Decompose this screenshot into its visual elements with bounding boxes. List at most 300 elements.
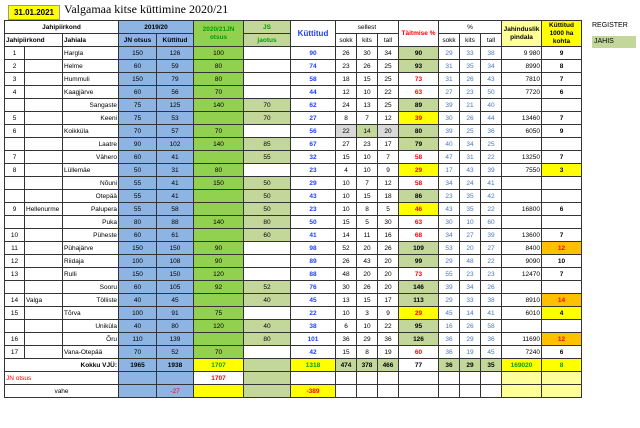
row-district[interactable] xyxy=(25,320,63,333)
vahe-empty[interactable] xyxy=(336,385,357,398)
jn-empty-1[interactable] xyxy=(119,372,157,385)
jn-empty-4[interactable] xyxy=(291,372,336,385)
row-tall[interactable]: 25 xyxy=(378,73,399,86)
row-taitmine[interactable]: 63 xyxy=(399,216,439,229)
row-number[interactable]: 10 xyxy=(5,229,25,242)
row-otsus[interactable]: 120 xyxy=(194,320,244,333)
row-taitmine[interactable]: 109 xyxy=(399,242,439,255)
row-pindala[interactable]: 8990 xyxy=(502,60,542,73)
row-kits[interactable]: 8 xyxy=(357,346,378,359)
row-kyttitud-prev[interactable]: 52 xyxy=(157,346,194,359)
row-number[interactable]: 15 xyxy=(5,307,25,320)
row-pct-kits[interactable]: 35 xyxy=(460,190,481,203)
row-otsus[interactable]: 100 xyxy=(194,47,244,60)
row-pct-sokk[interactable]: 39 xyxy=(439,125,460,138)
jn-otsus-label[interactable]: JN otsus xyxy=(5,372,119,385)
row-kits[interactable]: 7 xyxy=(357,112,378,125)
row-tall[interactable]: 5 xyxy=(378,203,399,216)
row-area[interactable]: Laatre xyxy=(63,138,119,151)
row-pct-kits[interactable]: 33 xyxy=(460,294,481,307)
row-kyttitud-prev[interactable]: 45 xyxy=(157,294,194,307)
row-kits[interactable]: 8 xyxy=(357,203,378,216)
row-kits[interactable]: 14 xyxy=(357,125,378,138)
vahe-empty-2[interactable] xyxy=(194,385,244,398)
row-area[interactable]: Sooru xyxy=(63,281,119,294)
row-sokk[interactable]: 52 xyxy=(336,242,357,255)
row-js-jaotus[interactable] xyxy=(244,346,291,359)
row-kits[interactable]: 15 xyxy=(357,294,378,307)
row-pct-sokk[interactable]: 30 xyxy=(439,216,460,229)
row-kyttitud[interactable]: 62 xyxy=(291,99,336,112)
row-otsus[interactable] xyxy=(194,333,244,346)
row-pct-sokk[interactable]: 29 xyxy=(439,294,460,307)
row-pindala[interactable] xyxy=(502,281,542,294)
row-district[interactable] xyxy=(25,125,63,138)
row-pct-kits[interactable]: 26 xyxy=(460,112,481,125)
row-kyttitud-prev[interactable]: 105 xyxy=(157,281,194,294)
row-taitmine[interactable]: 60 xyxy=(399,346,439,359)
row-kyttitud[interactable]: 38 xyxy=(291,320,336,333)
row-pct-tall[interactable]: 50 xyxy=(481,86,502,99)
row-otsus[interactable]: 70 xyxy=(194,125,244,138)
row-jn-otsus[interactable]: 40 xyxy=(119,294,157,307)
row-per-1000[interactable]: 6 xyxy=(542,86,582,99)
row-tall[interactable]: 12 xyxy=(378,177,399,190)
row-pindala[interactable]: 7810 xyxy=(502,73,542,86)
row-kyttitud[interactable]: 43 xyxy=(291,190,336,203)
row-area[interactable]: Õru xyxy=(63,333,119,346)
row-otsus[interactable]: 140 xyxy=(194,138,244,151)
row-pct-tall[interactable]: 60 xyxy=(481,216,502,229)
row-kyttitud-prev[interactable]: 91 xyxy=(157,307,194,320)
row-pct-tall[interactable]: 41 xyxy=(481,177,502,190)
row-js-jaotus[interactable] xyxy=(244,164,291,177)
row-taitmine[interactable]: 63 xyxy=(399,86,439,99)
row-js-jaotus[interactable]: 60 xyxy=(244,229,291,242)
row-per-1000[interactable]: 3 xyxy=(542,164,582,177)
row-jn-otsus[interactable]: 100 xyxy=(119,255,157,268)
vahe-empty[interactable] xyxy=(439,385,460,398)
jn-empty[interactable] xyxy=(542,372,582,385)
row-pct-sokk[interactable]: 36 xyxy=(439,346,460,359)
row-per-1000[interactable]: 9 xyxy=(542,125,582,138)
row-pct-tall[interactable]: 43 xyxy=(481,73,502,86)
row-sokk[interactable]: 13 xyxy=(336,294,357,307)
row-pct-kits[interactable]: 24 xyxy=(460,177,481,190)
vahe-empty-1[interactable] xyxy=(119,385,157,398)
row-tall[interactable]: 17 xyxy=(378,138,399,151)
row-taitmine[interactable]: 89 xyxy=(399,99,439,112)
row-pct-sokk[interactable]: 23 xyxy=(439,190,460,203)
row-per-1000[interactable]: 9 xyxy=(542,47,582,60)
row-kyttitud[interactable]: 89 xyxy=(291,255,336,268)
row-area[interactable]: Hummuli xyxy=(63,73,119,86)
row-kits[interactable]: 43 xyxy=(357,255,378,268)
jahis-cell[interactable]: JAHIS xyxy=(592,36,636,48)
row-kits[interactable]: 3 xyxy=(357,307,378,320)
row-pct-tall[interactable]: 23 xyxy=(481,268,502,281)
row-kyttitud[interactable]: 58 xyxy=(291,73,336,86)
row-sokk[interactable]: 48 xyxy=(336,268,357,281)
row-jn-otsus[interactable]: 90 xyxy=(119,138,157,151)
row-per-1000[interactable]: 6 xyxy=(542,203,582,216)
row-otsus[interactable]: 90 xyxy=(194,242,244,255)
row-area[interactable]: Pühajärve xyxy=(63,242,119,255)
row-js-jaotus[interactable] xyxy=(244,255,291,268)
row-tall[interactable]: 12 xyxy=(378,112,399,125)
row-kyttitud[interactable]: 27 xyxy=(291,112,336,125)
row-per-1000[interactable]: 6 xyxy=(542,346,582,359)
jn-empty-3[interactable] xyxy=(244,372,291,385)
row-otsus[interactable] xyxy=(194,151,244,164)
row-number[interactable]: 6 xyxy=(5,125,25,138)
row-pct-kits[interactable]: 19 xyxy=(460,346,481,359)
row-otsus[interactable]: 140 xyxy=(194,216,244,229)
row-kyttitud-prev[interactable]: 150 xyxy=(157,242,194,255)
row-jn-otsus[interactable]: 55 xyxy=(119,190,157,203)
row-sokk[interactable]: 36 xyxy=(336,333,357,346)
row-pct-tall[interactable]: 36 xyxy=(481,125,502,138)
row-kits[interactable]: 26 xyxy=(357,281,378,294)
jn-otsus-value[interactable]: 1707 xyxy=(194,372,244,385)
row-pct-kits[interactable]: 43 xyxy=(460,164,481,177)
row-taitmine[interactable]: 80 xyxy=(399,125,439,138)
row-js-jaotus[interactable] xyxy=(244,86,291,99)
row-tall[interactable]: 9 xyxy=(378,307,399,320)
row-kyttitud[interactable]: 90 xyxy=(291,47,336,60)
row-pct-kits[interactable]: 48 xyxy=(460,255,481,268)
row-js-jaotus[interactable] xyxy=(244,268,291,281)
row-pct-sokk[interactable]: 39 xyxy=(439,99,460,112)
row-number[interactable]: 11 xyxy=(5,242,25,255)
row-pct-kits[interactable]: 35 xyxy=(460,60,481,73)
vahe-kt[interactable]: -27 xyxy=(157,385,194,398)
row-tall[interactable]: 19 xyxy=(378,346,399,359)
row-jn-otsus[interactable]: 150 xyxy=(119,242,157,255)
jn-empty[interactable] xyxy=(399,372,439,385)
row-district[interactable] xyxy=(25,268,63,281)
row-kyttitud[interactable]: 67 xyxy=(291,138,336,151)
row-js-jaotus[interactable]: 80 xyxy=(244,333,291,346)
row-per-1000[interactable]: 8 xyxy=(542,60,582,73)
row-district[interactable] xyxy=(25,346,63,359)
row-per-1000[interactable]: 14 xyxy=(542,294,582,307)
row-pct-tall[interactable]: 26 xyxy=(481,281,502,294)
row-per-1000[interactable] xyxy=(542,99,582,112)
total-kt[interactable]: 1938 xyxy=(157,359,194,372)
row-sokk[interactable]: 15 xyxy=(336,216,357,229)
row-tall[interactable]: 20 xyxy=(378,255,399,268)
row-area[interactable]: Koikküla xyxy=(63,125,119,138)
row-kyttitud-prev[interactable]: 58 xyxy=(157,203,194,216)
row-js-jaotus[interactable]: 85 xyxy=(244,138,291,151)
row-per-1000[interactable]: 7 xyxy=(542,73,582,86)
row-js-jaotus[interactable]: 55 xyxy=(244,151,291,164)
row-pct-sokk[interactable]: 39 xyxy=(439,281,460,294)
row-kits[interactable]: 15 xyxy=(357,190,378,203)
row-pindala[interactable]: 8400 xyxy=(502,242,542,255)
row-kyttitud[interactable]: 23 xyxy=(291,203,336,216)
row-taitmine[interactable]: 86 xyxy=(399,190,439,203)
row-kits[interactable]: 15 xyxy=(357,73,378,86)
row-js-jaotus[interactable] xyxy=(244,242,291,255)
row-pindala[interactable]: 7550 xyxy=(502,164,542,177)
row-taitmine[interactable]: 95 xyxy=(399,320,439,333)
row-pindala[interactable]: 6050 xyxy=(502,125,542,138)
row-area[interactable]: Lüllemäe xyxy=(63,164,119,177)
row-kyttitud-prev[interactable]: 125 xyxy=(157,99,194,112)
row-kyttitud[interactable]: 29 xyxy=(291,177,336,190)
row-otsus[interactable]: 120 xyxy=(194,268,244,281)
row-district[interactable] xyxy=(25,242,63,255)
row-kyttitud-prev[interactable]: 79 xyxy=(157,73,194,86)
row-number[interactable]: 13 xyxy=(5,268,25,281)
row-area[interactable]: Palupera xyxy=(63,203,119,216)
row-kyttitud-prev[interactable]: 56 xyxy=(157,86,194,99)
row-tall[interactable]: 20 xyxy=(378,268,399,281)
row-pct-sokk[interactable]: 29 xyxy=(439,47,460,60)
row-js-jaotus[interactable]: 80 xyxy=(244,216,291,229)
row-taitmine[interactable]: 58 xyxy=(399,151,439,164)
row-kyttitud[interactable]: 45 xyxy=(291,294,336,307)
row-jn-otsus[interactable]: 60 xyxy=(119,281,157,294)
row-taitmine[interactable]: 79 xyxy=(399,138,439,151)
row-number[interactable]: 5 xyxy=(5,112,25,125)
row-pct-tall[interactable]: 58 xyxy=(481,320,502,333)
row-district[interactable] xyxy=(25,164,63,177)
row-number[interactable]: 1 xyxy=(5,47,25,60)
row-area[interactable]: Hargla xyxy=(63,47,119,60)
total-pt[interactable]: 35 xyxy=(481,359,502,372)
row-taitmine[interactable]: 73 xyxy=(399,268,439,281)
row-district[interactable] xyxy=(25,47,63,60)
row-otsus[interactable] xyxy=(194,112,244,125)
row-kyttitud[interactable]: 76 xyxy=(291,281,336,294)
row-pindala[interactable]: 7240 xyxy=(502,346,542,359)
row-pct-tall[interactable]: 44 xyxy=(481,112,502,125)
row-jn-otsus[interactable]: 150 xyxy=(119,268,157,281)
row-jn-otsus[interactable]: 40 xyxy=(119,320,157,333)
row-district[interactable] xyxy=(25,73,63,86)
row-pindala[interactable]: 9090 xyxy=(502,255,542,268)
row-sokk[interactable]: 15 xyxy=(336,151,357,164)
row-otsus[interactable] xyxy=(194,294,244,307)
total-tall[interactable]: 466 xyxy=(378,359,399,372)
row-number[interactable] xyxy=(5,320,25,333)
row-number[interactable] xyxy=(5,177,25,190)
row-pindala[interactable]: 6010 xyxy=(502,307,542,320)
row-jn-otsus[interactable]: 150 xyxy=(119,47,157,60)
row-area[interactable]: Tölliste xyxy=(63,294,119,307)
row-sokk[interactable]: 10 xyxy=(336,307,357,320)
row-kyttitud-prev[interactable]: 41 xyxy=(157,177,194,190)
total-per[interactable]: 8 xyxy=(542,359,582,372)
row-taitmine[interactable]: 126 xyxy=(399,333,439,346)
row-pindala[interactable] xyxy=(502,190,542,203)
row-number[interactable]: 12 xyxy=(5,255,25,268)
vahe-empty[interactable] xyxy=(378,385,399,398)
row-district[interactable] xyxy=(25,177,63,190)
row-pct-tall[interactable]: 42 xyxy=(481,190,502,203)
row-district[interactable] xyxy=(25,151,63,164)
row-sokk[interactable]: 24 xyxy=(336,99,357,112)
row-kyttitud[interactable]: 22 xyxy=(291,307,336,320)
row-number[interactable] xyxy=(5,281,25,294)
row-pct-kits[interactable]: 33 xyxy=(460,47,481,60)
row-district[interactable] xyxy=(25,281,63,294)
row-pct-tall[interactable]: 40 xyxy=(481,99,502,112)
total-ps[interactable]: 36 xyxy=(439,359,460,372)
row-pct-sokk[interactable]: 34 xyxy=(439,229,460,242)
row-jn-otsus[interactable]: 70 xyxy=(119,346,157,359)
row-kyttitud[interactable]: 32 xyxy=(291,151,336,164)
jn-empty[interactable] xyxy=(502,372,542,385)
row-kits[interactable]: 10 xyxy=(357,320,378,333)
row-tall[interactable]: 26 xyxy=(378,242,399,255)
row-tall[interactable]: 22 xyxy=(378,86,399,99)
row-kyttitud-prev[interactable]: 41 xyxy=(157,151,194,164)
row-sokk[interactable]: 10 xyxy=(336,203,357,216)
row-jn-otsus[interactable]: 55 xyxy=(119,177,157,190)
row-pct-tall[interactable]: 27 xyxy=(481,242,502,255)
row-district[interactable] xyxy=(25,216,63,229)
row-district[interactable]: Valga xyxy=(25,294,63,307)
vahe-empty[interactable] xyxy=(399,385,439,398)
row-pct-kits[interactable]: 23 xyxy=(460,86,481,99)
row-per-1000[interactable] xyxy=(542,190,582,203)
row-pct-tall[interactable]: 39 xyxy=(481,229,502,242)
row-number[interactable]: 9 xyxy=(5,203,25,216)
row-pct-sokk[interactable]: 27 xyxy=(439,86,460,99)
row-kyttitud-prev[interactable]: 150 xyxy=(157,268,194,281)
row-pindala[interactable]: 13600 xyxy=(502,229,542,242)
row-taitmine[interactable]: 99 xyxy=(399,255,439,268)
row-sokk[interactable]: 10 xyxy=(336,190,357,203)
row-sokk[interactable]: 12 xyxy=(336,86,357,99)
jn-empty[interactable] xyxy=(481,372,502,385)
row-jn-otsus[interactable]: 100 xyxy=(119,307,157,320)
row-pct-tall[interactable]: 39 xyxy=(481,164,502,177)
row-pct-kits[interactable]: 27 xyxy=(460,229,481,242)
row-jn-otsus[interactable]: 60 xyxy=(119,229,157,242)
row-pct-tall[interactable]: 45 xyxy=(481,346,502,359)
row-jn-otsus[interactable]: 110 xyxy=(119,333,157,346)
row-pindala[interactable]: 7720 xyxy=(502,86,542,99)
row-pindala[interactable]: 9 980 xyxy=(502,47,542,60)
row-kits[interactable]: 30 xyxy=(357,47,378,60)
row-sokk[interactable]: 18 xyxy=(336,73,357,86)
vahe-empty[interactable] xyxy=(357,385,378,398)
row-kits[interactable]: 10 xyxy=(357,164,378,177)
row-pindala[interactable]: 12470 xyxy=(502,268,542,281)
row-jn-otsus[interactable]: 60 xyxy=(119,60,157,73)
row-area[interactable]: Sangaste xyxy=(63,99,119,112)
row-js-jaotus[interactable]: 50 xyxy=(244,190,291,203)
row-otsus[interactable]: 140 xyxy=(194,99,244,112)
row-pct-tall[interactable]: 36 xyxy=(481,333,502,346)
row-per-1000[interactable]: 10 xyxy=(542,255,582,268)
row-taitmine[interactable]: 68 xyxy=(399,229,439,242)
row-per-1000[interactable]: 7 xyxy=(542,268,582,281)
row-number[interactable]: 3 xyxy=(5,73,25,86)
total-otsus[interactable]: 1707 xyxy=(194,359,244,372)
row-pct-kits[interactable]: 14 xyxy=(460,307,481,320)
row-tall[interactable]: 18 xyxy=(378,190,399,203)
row-kyttitud[interactable]: 74 xyxy=(291,60,336,73)
row-jn-otsus[interactable]: 70 xyxy=(119,125,157,138)
row-pindala[interactable] xyxy=(502,99,542,112)
row-otsus[interactable]: 75 xyxy=(194,307,244,320)
row-kyttitud-prev[interactable]: 31 xyxy=(157,164,194,177)
row-area[interactable]: Püheste xyxy=(63,229,119,242)
row-sokk[interactable]: 8 xyxy=(336,112,357,125)
row-pct-sokk[interactable]: 47 xyxy=(439,151,460,164)
row-number[interactable]: 4 xyxy=(5,86,25,99)
row-jn-otsus[interactable]: 150 xyxy=(119,73,157,86)
row-taitmine[interactable]: 90 xyxy=(399,47,439,60)
vahe-label[interactable]: vahe xyxy=(5,385,119,398)
row-pct-tall[interactable]: 38 xyxy=(481,47,502,60)
row-pindala[interactable] xyxy=(502,138,542,151)
row-number[interactable] xyxy=(5,99,25,112)
row-taitmine[interactable]: 73 xyxy=(399,73,439,86)
row-kits[interactable]: 10 xyxy=(357,86,378,99)
row-pindala[interactable]: 13250 xyxy=(502,151,542,164)
row-district[interactable] xyxy=(25,86,63,99)
vahe-empty[interactable] xyxy=(481,385,502,398)
row-otsus[interactable]: 80 xyxy=(194,60,244,73)
row-pct-kits[interactable]: 26 xyxy=(460,73,481,86)
row-js-jaotus[interactable]: 50 xyxy=(244,203,291,216)
row-pct-kits[interactable]: 26 xyxy=(460,320,481,333)
row-kyttitud[interactable]: 88 xyxy=(291,268,336,281)
row-per-1000[interactable] xyxy=(542,138,582,151)
row-otsus[interactable]: 80 xyxy=(194,164,244,177)
vahe-empty-3[interactable] xyxy=(244,385,291,398)
row-pct-sokk[interactable]: 31 xyxy=(439,73,460,86)
row-kyttitud[interactable]: 98 xyxy=(291,242,336,255)
row-kits[interactable]: 20 xyxy=(357,268,378,281)
row-tall[interactable]: 34 xyxy=(378,47,399,60)
row-area[interactable]: Tõrva xyxy=(63,307,119,320)
row-pct-sokk[interactable]: 16 xyxy=(439,320,460,333)
row-kyttitud-prev[interactable]: 102 xyxy=(157,138,194,151)
row-tall[interactable]: 25 xyxy=(378,60,399,73)
row-pct-kits[interactable]: 20 xyxy=(460,242,481,255)
total-pk[interactable]: 29 xyxy=(460,359,481,372)
row-kyttitud[interactable]: 44 xyxy=(291,86,336,99)
row-pct-sokk[interactable]: 36 xyxy=(439,333,460,346)
row-pct-sokk[interactable]: 30 xyxy=(439,112,460,125)
row-js-jaotus[interactable]: 70 xyxy=(244,99,291,112)
row-pindala[interactable]: 11690 xyxy=(502,333,542,346)
row-js-jaotus[interactable] xyxy=(244,125,291,138)
row-sokk[interactable]: 6 xyxy=(336,320,357,333)
row-sokk[interactable]: 27 xyxy=(336,138,357,151)
row-otsus[interactable] xyxy=(194,229,244,242)
row-js-jaotus[interactable]: 40 xyxy=(244,294,291,307)
row-area[interactable]: Kaagjärve xyxy=(63,86,119,99)
row-otsus[interactable] xyxy=(194,190,244,203)
row-otsus[interactable] xyxy=(194,203,244,216)
row-number[interactable]: 2 xyxy=(5,60,25,73)
row-per-1000[interactable]: 7 xyxy=(542,112,582,125)
row-district[interactable] xyxy=(25,190,63,203)
row-pindala[interactable]: 13460 xyxy=(502,112,542,125)
row-kits[interactable]: 23 xyxy=(357,138,378,151)
row-sokk[interactable]: 10 xyxy=(336,177,357,190)
row-area[interactable]: Rulli xyxy=(63,268,119,281)
